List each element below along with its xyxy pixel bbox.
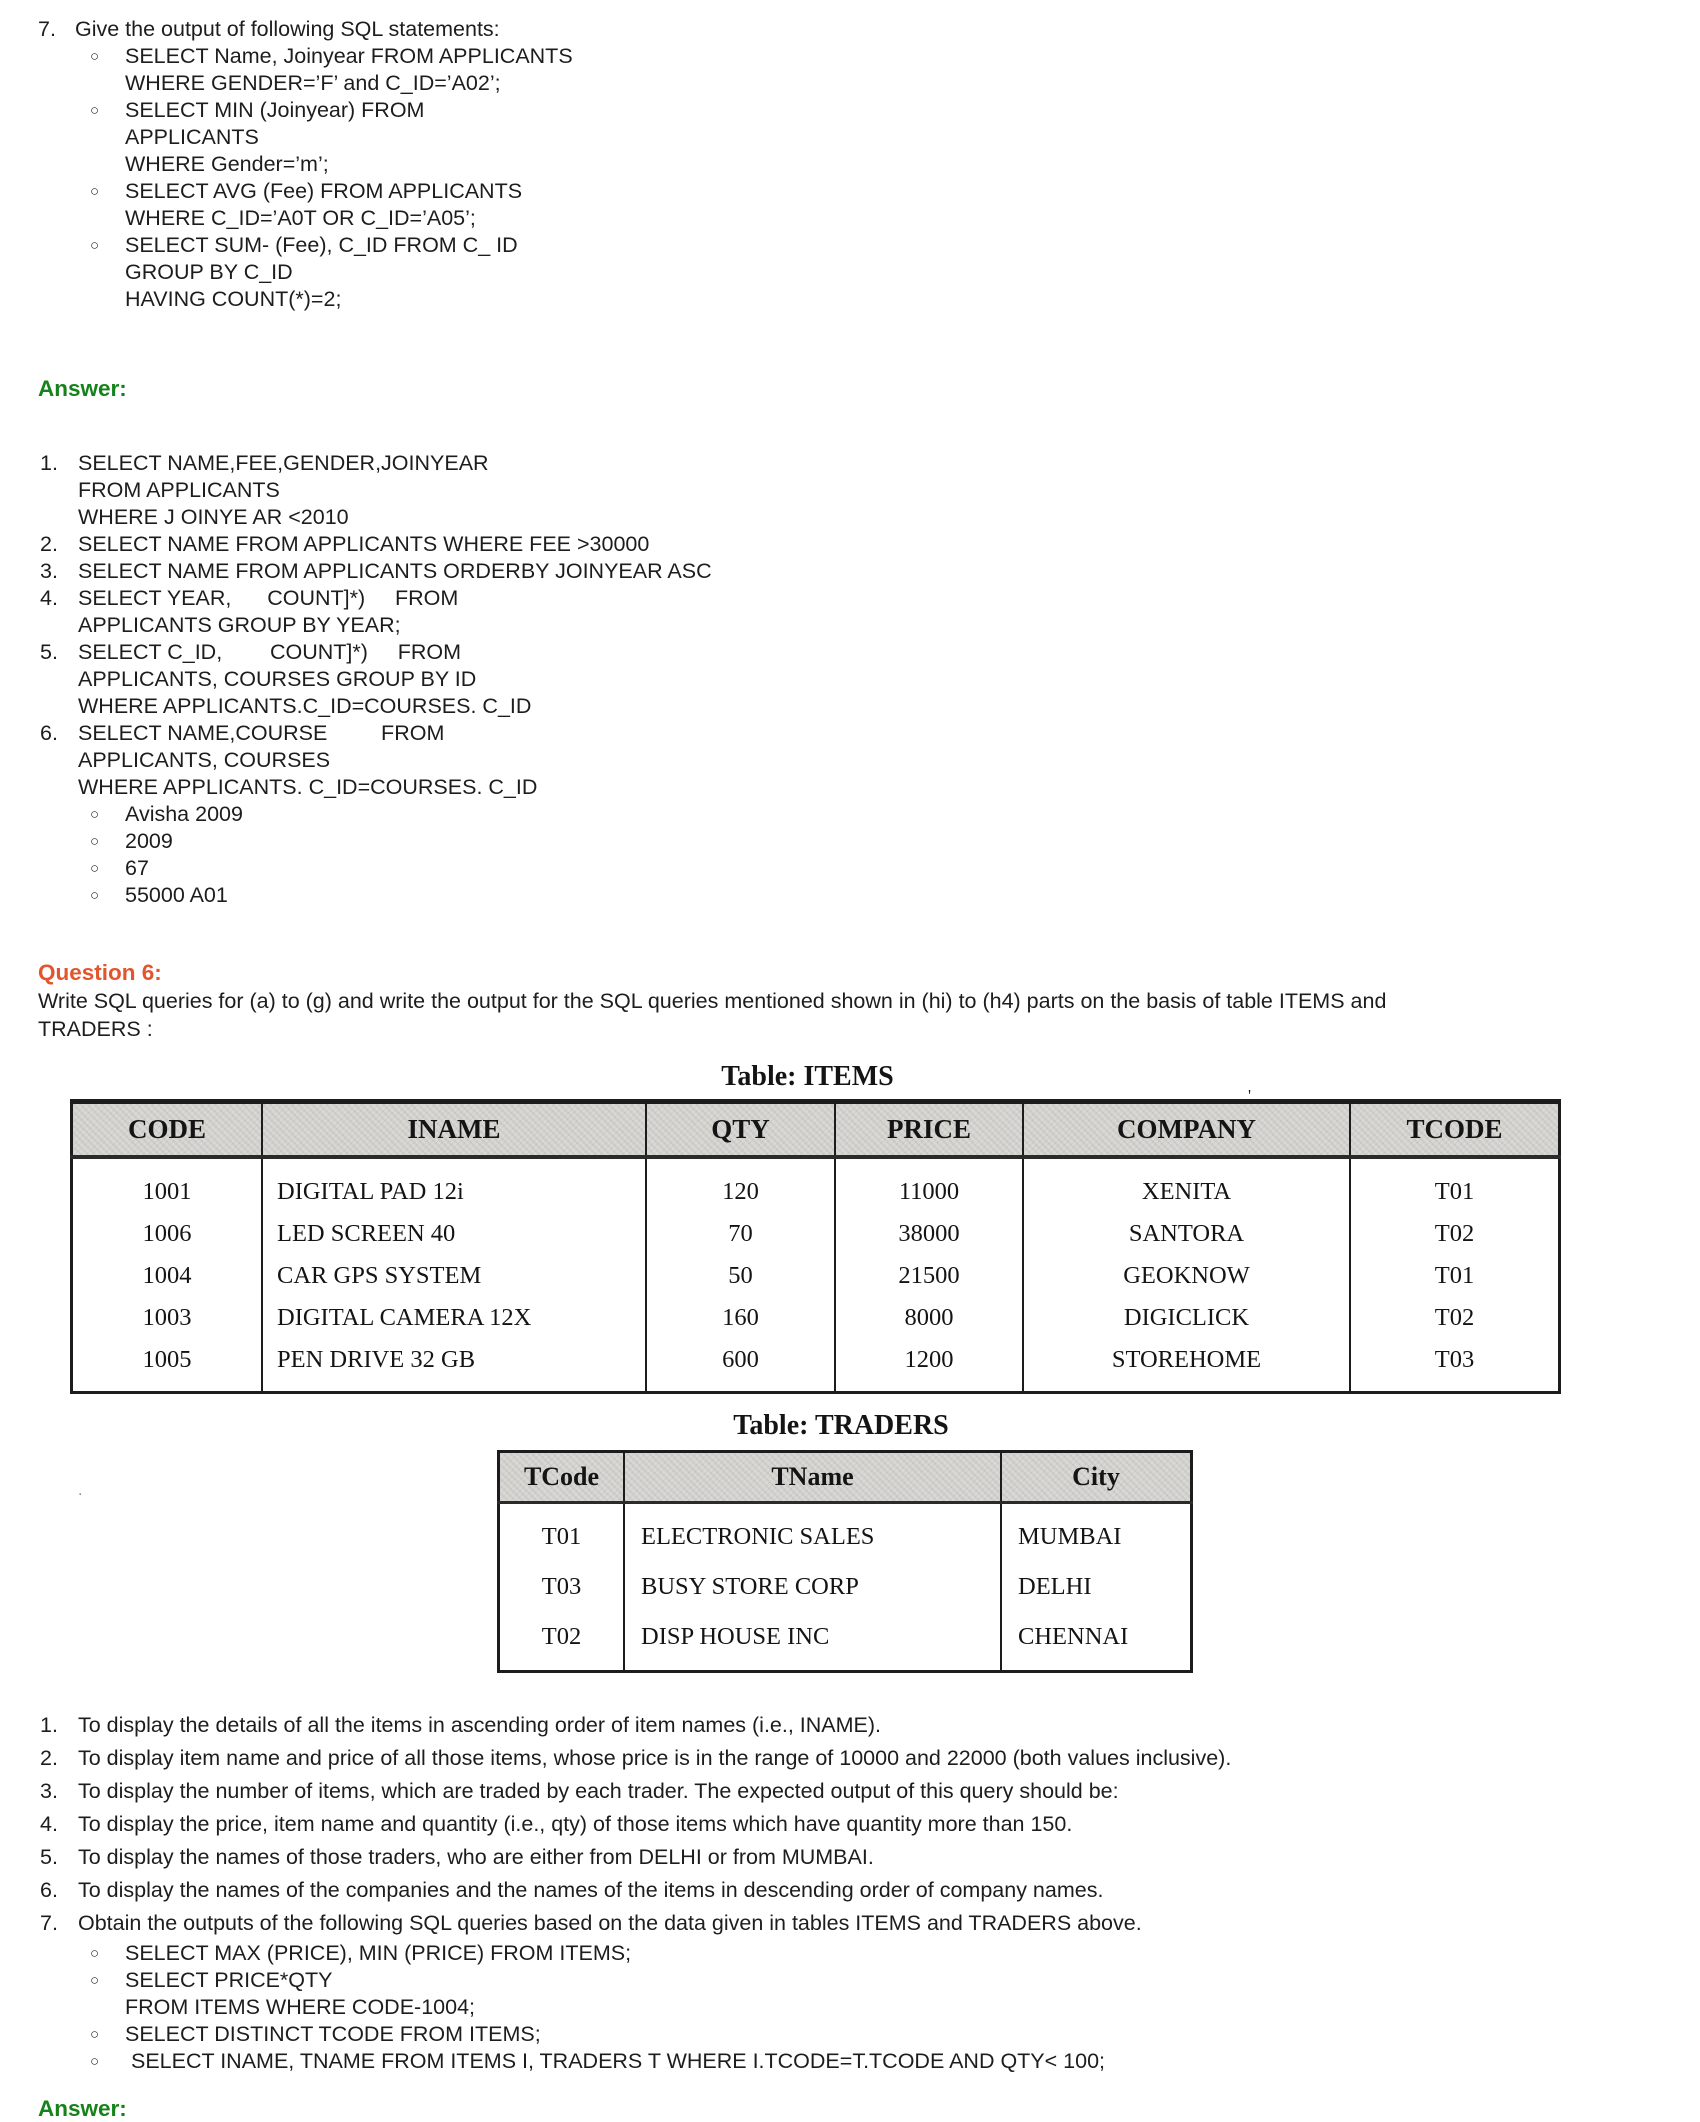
bullet-row bbox=[38, 801, 1660, 828]
bullet-row bbox=[38, 1967, 1660, 1994]
task-text: To display the names of the companies and the names of the items in descending order of company names. bbox=[78, 1878, 1104, 1902]
table-cell: T02 bbox=[541, 1623, 582, 1650]
sql-line: SELECT PRICE*QTY bbox=[125, 1968, 333, 1992]
circle-bullet-icon: ○ bbox=[90, 237, 100, 254]
table-row bbox=[499, 1503, 1192, 1563]
answer-item-row bbox=[38, 612, 1660, 639]
table-row bbox=[72, 1157, 1560, 1213]
answer-item-row bbox=[38, 774, 1660, 801]
task-row bbox=[38, 1907, 1660, 1940]
option-line: Avisha 2009 bbox=[125, 802, 243, 826]
table-row bbox=[72, 1339, 1560, 1393]
sql-line: SELECT DISTINCT TCODE FROM ITEMS; bbox=[125, 2022, 541, 2046]
task-text: To display the price, item name and quantity (i.e., qty) of those items which have quantity more than 150. bbox=[78, 1812, 1073, 1836]
option-line: 2009 bbox=[125, 829, 173, 853]
question6-heading: Question 6: bbox=[38, 960, 162, 985]
table-cell: CAR GPS SYSTEM bbox=[262, 1255, 646, 1297]
q7-bullet-list bbox=[38, 43, 1660, 313]
task-row bbox=[38, 1808, 1660, 1841]
sql-line: APPLICANTS bbox=[125, 125, 259, 149]
task-text: To display the details of all the items in ascending order of item names (i.e., INAME). bbox=[78, 1713, 882, 1737]
circle-bullet-icon: ○ bbox=[90, 1972, 100, 1989]
table-cell: SANTORA bbox=[1023, 1213, 1350, 1255]
table-cell: 8000 bbox=[835, 1297, 1023, 1339]
item-number: 3. bbox=[40, 559, 58, 583]
table-row bbox=[72, 1213, 1560, 1255]
column-header: CODE bbox=[72, 1102, 263, 1158]
table-cell: T01 bbox=[1350, 1157, 1560, 1213]
answer-item-row bbox=[38, 666, 1660, 693]
table-row bbox=[72, 1102, 1560, 1158]
bullet-row bbox=[38, 855, 1660, 882]
table-cell: T01 bbox=[1350, 1255, 1560, 1297]
task7-bullet-list bbox=[38, 1940, 1660, 2075]
column-header: INAME bbox=[262, 1102, 646, 1158]
question7-number: 7. bbox=[38, 17, 56, 41]
column-header: PRICE bbox=[835, 1102, 1023, 1158]
task-row bbox=[38, 1874, 1660, 1907]
bullet-row bbox=[38, 286, 1660, 313]
item-number: 2. bbox=[40, 1746, 58, 1770]
bullet-row bbox=[38, 151, 1660, 178]
option-line: 55000 A01 bbox=[125, 883, 228, 907]
sql-line: SELECT YEAR, COUNT]*) FROM bbox=[78, 586, 459, 610]
column-header: TCode bbox=[499, 1452, 625, 1503]
sql-line: APPLICANTS, COURSES GROUP BY ID bbox=[78, 667, 477, 691]
answer-q6-heading: Answer: bbox=[38, 2096, 127, 2121]
sql-line: SELECT NAME,FEE,GENDER,JOINYEAR bbox=[78, 451, 489, 475]
bullet-row bbox=[38, 259, 1660, 286]
option-line: 67 bbox=[125, 856, 149, 880]
table-cell: T02 bbox=[1350, 1213, 1560, 1255]
circle-bullet-icon: ○ bbox=[90, 1945, 100, 1962]
item-number: 3. bbox=[40, 1779, 58, 1803]
table-row bbox=[499, 1562, 1192, 1612]
sql-line: SELECT MAX (PRICE), MIN (PRICE) FROM ITEMS; bbox=[125, 1941, 632, 1965]
table-cell: 1200 bbox=[835, 1339, 1023, 1393]
sql-line: FROM APPLICANTS bbox=[78, 478, 280, 502]
table-cell: DELHI bbox=[1001, 1562, 1192, 1612]
table-cell: DIGITAL CAMERA 12X bbox=[262, 1297, 646, 1339]
table-cell: 1001 bbox=[142, 1178, 192, 1205]
table-cell: 21500 bbox=[835, 1255, 1023, 1297]
bullet-row bbox=[38, 2021, 1660, 2048]
sql-line: HAVING COUNT(*)=2; bbox=[125, 287, 342, 311]
item-number: 2. bbox=[40, 532, 58, 556]
stray-scan-dot: . bbox=[78, 1482, 83, 1499]
bullet-row bbox=[38, 2048, 1660, 2075]
table-cell: ELECTRONIC SALES bbox=[624, 1503, 1001, 1563]
sql-line: FROM ITEMS WHERE CODE-1004; bbox=[125, 1995, 476, 2019]
question7-heading-row bbox=[38, 16, 1660, 43]
table-cell: 38000 bbox=[835, 1213, 1023, 1255]
items-table-title: Table: ITEMS bbox=[721, 1061, 894, 1092]
task-text: To display item name and price of all those items, whose price is in the range of 10000 and 22000 (both values inclusive). bbox=[78, 1746, 1232, 1770]
table-cell: XENITA bbox=[1023, 1157, 1350, 1213]
sql-line: WHERE APPLICANTS. C_ID=COURSES. C_ID bbox=[78, 775, 538, 799]
bullet-row bbox=[38, 828, 1660, 855]
answer-item-row bbox=[38, 450, 1660, 477]
column-header: City bbox=[1001, 1452, 1192, 1503]
table-cell: DIGICLICK bbox=[1023, 1297, 1350, 1339]
circle-bullet-icon: ○ bbox=[90, 2053, 100, 2070]
traders-table-body bbox=[499, 1503, 1192, 1672]
table-cell: 120 bbox=[646, 1157, 835, 1213]
sql-line: WHERE GENDER=’F’ and C_ID=’A02’; bbox=[125, 71, 501, 95]
bullet-row bbox=[38, 70, 1660, 97]
table-cell: T01 bbox=[541, 1523, 582, 1550]
bullet-row bbox=[38, 97, 1660, 124]
traders-table-title: Table: TRADERS bbox=[733, 1410, 949, 1441]
circle-bullet-icon: ○ bbox=[90, 48, 100, 65]
sql-line: SELECT NAME FROM APPLICANTS WHERE FEE >30000 bbox=[78, 532, 650, 556]
sql-line: WHERE C_ID=’A0T OR C_ID=’A05’; bbox=[125, 206, 476, 230]
circle-bullet-icon: ○ bbox=[90, 833, 100, 850]
traders-table-head bbox=[499, 1452, 1192, 1503]
sql-line: APPLICANTS, COURSES bbox=[78, 748, 331, 772]
traders-table bbox=[497, 1450, 1193, 1673]
item-number: 6. bbox=[40, 1878, 58, 1902]
sql-line: SELECT NAME FROM APPLICANTS ORDERBY JOINYEAR ASC bbox=[78, 559, 712, 583]
task-row bbox=[38, 1775, 1660, 1808]
bullet-row bbox=[38, 1994, 1660, 2021]
sql-line: SELECT AVG (Fee) FROM APPLICANTS bbox=[125, 179, 523, 203]
bullet-row bbox=[38, 205, 1660, 232]
answer-item-row bbox=[38, 558, 1660, 585]
task-text: To display the number of items, which are traded by each trader. The expected output of this query should be: bbox=[78, 1779, 1119, 1803]
item-number: 5. bbox=[40, 640, 58, 664]
table-cell: LED SCREEN 40 bbox=[262, 1213, 646, 1255]
answer-item-row bbox=[38, 531, 1660, 558]
task-text: To display the names of those traders, who are either from DELHI or from MUMBAI. bbox=[78, 1845, 874, 1869]
table-cell: STOREHOME bbox=[1023, 1339, 1350, 1393]
answer-item-row bbox=[38, 477, 1660, 504]
table-row bbox=[499, 1612, 1192, 1672]
table-cell: T02 bbox=[1350, 1297, 1560, 1339]
table-cell: 1004 bbox=[142, 1262, 192, 1289]
traders-table-section bbox=[497, 1408, 1185, 1673]
items-table-head bbox=[72, 1102, 1560, 1158]
sql-line: GROUP BY C_ID bbox=[125, 260, 293, 284]
answer-item-row bbox=[38, 585, 1660, 612]
sql-line: APPLICANTS GROUP BY YEAR; bbox=[78, 613, 401, 637]
bullet-row bbox=[38, 882, 1660, 909]
bullet-row bbox=[38, 232, 1660, 259]
question6-task-list bbox=[38, 1709, 1660, 1940]
table-cell: 70 bbox=[646, 1213, 835, 1255]
answer-item-row bbox=[38, 747, 1660, 774]
table-cell: T03 bbox=[1350, 1339, 1560, 1393]
table-row bbox=[72, 1297, 1560, 1339]
circle-bullet-icon: ○ bbox=[90, 887, 100, 904]
stray-scan-mark: '. bbox=[1248, 1086, 1256, 1105]
items-table-section bbox=[70, 1059, 1545, 1394]
circle-bullet-icon: ○ bbox=[90, 806, 100, 823]
table-cell: 11000 bbox=[835, 1157, 1023, 1213]
task-row bbox=[38, 1742, 1660, 1775]
table-cell: 1005 bbox=[142, 1346, 192, 1373]
items-table-body bbox=[72, 1157, 1560, 1393]
table-cell: 50 bbox=[646, 1255, 835, 1297]
circle-bullet-icon: ○ bbox=[90, 2026, 100, 2043]
sql-line: SELECT Name, Joinyear FROM APPLICANTS bbox=[125, 44, 573, 68]
item-number: 4. bbox=[40, 1812, 58, 1836]
answer-item-row bbox=[38, 720, 1660, 747]
task-text: Obtain the outputs of the following SQL queries based on the data given in tables ITEMS and TRADERS above. bbox=[78, 1911, 1142, 1935]
question6-paragraph-line2: TRADERS : bbox=[38, 1017, 153, 1041]
task-row bbox=[38, 1709, 1660, 1742]
sql-line: SELECT INAME, TNAME FROM ITEMS I, TRADERS T WHERE I.TCODE=T.TCODE AND QTY< 100; bbox=[125, 2049, 1106, 2073]
table-cell: 1003 bbox=[142, 1304, 192, 1331]
sql-line: WHERE APPLICANTS.C_ID=COURSES. C_ID bbox=[78, 694, 532, 718]
item-number: 4. bbox=[40, 586, 58, 610]
circle-bullet-icon: ○ bbox=[90, 183, 100, 200]
table-cell: GEOKNOW bbox=[1023, 1255, 1350, 1297]
column-header: QTY bbox=[646, 1102, 835, 1158]
question6-paragraph-line1: Write SQL queries for (a) to (g) and write the output for the SQL queries mentioned shown in (hi) to (h4) parts on the basis of table ITEMS and bbox=[38, 989, 1387, 1013]
item-number: 1. bbox=[40, 451, 58, 475]
sql-line: WHERE Gender=’m’; bbox=[125, 152, 329, 176]
table-row bbox=[72, 1255, 1560, 1297]
answer-item-row bbox=[38, 504, 1660, 531]
table-cell: PEN DRIVE 32 GB bbox=[262, 1339, 646, 1393]
table-cell: MUMBAI bbox=[1001, 1503, 1192, 1563]
bullet-row bbox=[38, 43, 1660, 70]
table-cell: DIGITAL PAD 12i bbox=[262, 1157, 646, 1213]
answer-item-row bbox=[38, 693, 1660, 720]
sql-line: SELECT C_ID, COUNT]*) FROM bbox=[78, 640, 462, 664]
table-cell: CHENNAI bbox=[1001, 1612, 1192, 1672]
sql-line: SELECT MIN (Joinyear) FROM bbox=[125, 98, 425, 122]
item-number: 6. bbox=[40, 721, 58, 745]
bullet-row bbox=[38, 1940, 1660, 1967]
answer-q7-heading: Answer: bbox=[38, 376, 127, 401]
circle-bullet-icon: ○ bbox=[90, 860, 100, 877]
bullet-row bbox=[38, 124, 1660, 151]
sql-line: SELECT SUM- (Fee), C_ID FROM C_ ID bbox=[125, 233, 518, 257]
table-cell: 160 bbox=[646, 1297, 835, 1339]
answer-item-row bbox=[38, 639, 1660, 666]
sql-line: SELECT NAME,COURSE FROM bbox=[78, 721, 445, 745]
answer-q7-list bbox=[38, 450, 1660, 909]
column-header: TName bbox=[624, 1452, 1001, 1503]
table-cell: DISP HOUSE INC bbox=[624, 1612, 1001, 1672]
table-row bbox=[499, 1452, 1192, 1503]
bullet-row bbox=[38, 178, 1660, 205]
table-cell: T03 bbox=[541, 1573, 582, 1600]
table-cell: 600 bbox=[646, 1339, 835, 1393]
table-cell: BUSY STORE CORP bbox=[624, 1562, 1001, 1612]
task-row bbox=[38, 1841, 1660, 1874]
item-number: 7. bbox=[40, 1911, 58, 1935]
circle-bullet-icon: ○ bbox=[90, 102, 100, 119]
item-number: 1. bbox=[40, 1713, 58, 1737]
table-cell: 1006 bbox=[142, 1220, 192, 1247]
items-table bbox=[70, 1099, 1561, 1394]
question7-title: Give the output of following SQL statements: bbox=[75, 17, 500, 41]
column-header: TCODE bbox=[1350, 1102, 1560, 1158]
item-number: 5. bbox=[40, 1845, 58, 1869]
sql-line: WHERE J OINYE AR <2010 bbox=[78, 505, 349, 529]
column-header: COMPANY bbox=[1023, 1102, 1350, 1158]
question6-paragraph bbox=[38, 987, 1660, 1043]
